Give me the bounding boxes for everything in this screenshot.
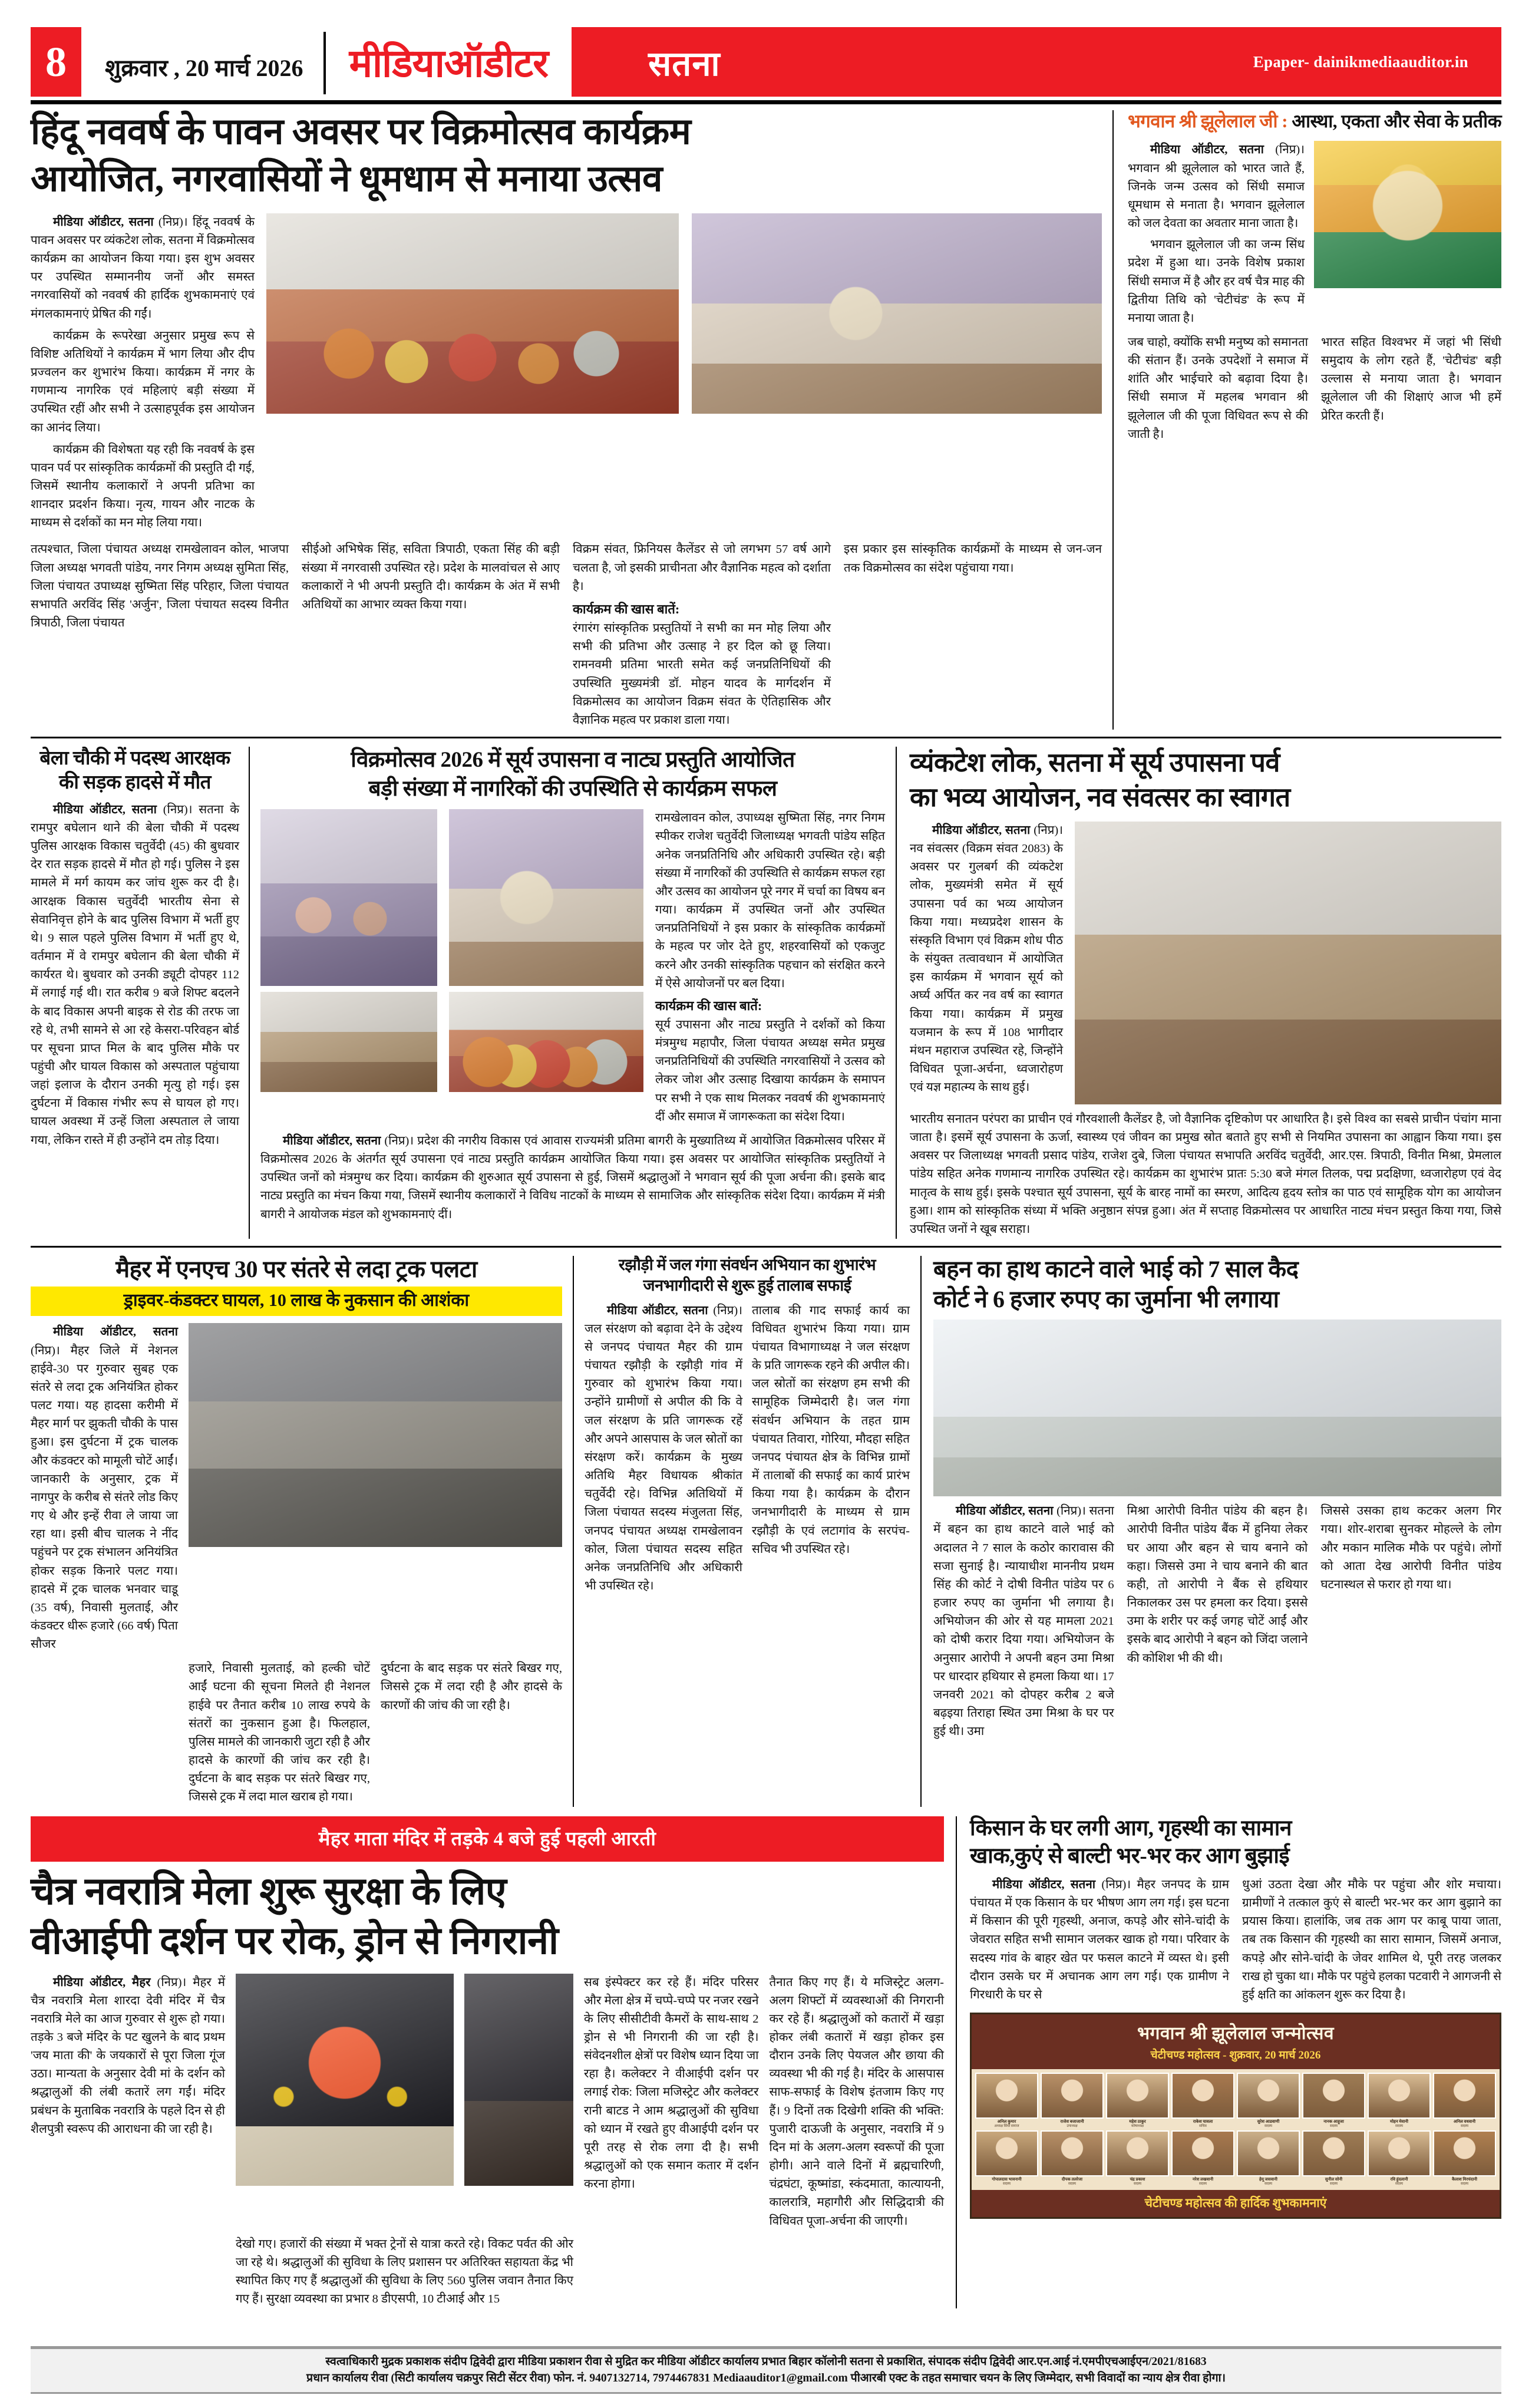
ad-person-desc: सदस्य: [1395, 2182, 1404, 2186]
ad-person-desc: अध्यक्ष सिंधी समाज: [994, 2124, 1019, 2128]
footer-line-2: प्रधान कार्यालय रीवा (सिटी कार्यालय चक्रपुर सिटी सेंटर रीवा) फोन. नं. 9407132714, 7974467831 Mediaauditor1@gmail.com पीआरबी एक्ट के तहत समाचार चयन के लिए जिम्मेदार, सभी विवादों का न्याय क्षेत्र रीवा होगा।: [306, 2371, 1226, 2384]
ad-person-desc: सदस्य: [1133, 2182, 1142, 2186]
row-two: [31, 747, 1501, 1239]
article-court-verdict: [920, 1256, 1501, 1806]
vikram26-column-2-after: सूर्य उपासना और नाट्य प्रस्तुति ने दर्शकों को किया मंत्रमुग्ध महापौर, जिला पंचायत अध्यक्ष समेत प्रमुख जनप्रतिनिधियों की उपस्थिति नगरवासियों ने उत्सव को लेकर जोश और उत्साह दिखाया कार्यक्रम के समापन पर सभी ने एक साथ मिलकर नववर्ष की शुभकामनाएं दीं और समाज में जागरूकता का संदेश दिया।: [655, 1018, 885, 1123]
navratri-column-2: देखो गए। हजारों की संख्या में भक्त ट्रेनों से यात्रा करते रहे। विकट पर्वत की ओर जा रहे थे। श्रद्धालुओं की सुविधा के लिए प्रशासन पर अतिरिक्त सहायता केंद्र भी स्थापित किए गए हैं श्रद्धालुओं की सुविधा के लिए 560 पुलिस जवान तैनात किए गए हैं। सुरक्षा व्यवस्था का प्रभार 8 डीएसपी, 10 टीआई और 15: [236, 2237, 573, 2306]
ad-person-name: चंद्र प्रकाश: [1130, 2177, 1145, 2182]
lead-caption-mid-text: सीईओ अभिषेक सिंह, सविता त्रिपाठी, एकता सिंह की बड़ी संख्या में नगरवासी उपस्थित रहे। प्रदेश के मालवांचल से आए कलाकारों ने भी अपनी प्रस्तुति दी। कार्यक्रम के अंत में सभी अतिथियों का आभार व्यक्त किया गया।: [302, 543, 560, 611]
bela-headline: बेला चौकी में पदस्थ आरक्षक की सड़क हादसे में मौत: [39, 748, 230, 793]
court-headline-line2: कोर्ट ने 6 हजार रुपए का जुर्माना भी लगाया: [933, 1285, 1279, 1312]
ad-person-cell: [975, 2073, 1038, 2128]
navratri-photo-temple: [236, 1974, 454, 2231]
fire-text-col2: [1242, 1876, 1501, 2004]
lead-photo-stage: [692, 213, 1102, 414]
jhulelal-paragraph-3: जब चाहो, क्योंकि सभी मनुष्य को समानता की संतान हैं। उनके उपदेशों ने समाज में शांति और भाईचारे को बढ़ावा दिया है। सिंधी समाज में महलब भगवान श्री झूलेलाल जी की पूजा विधिवत रूप से की जाती है।: [1128, 336, 1308, 441]
navratri-byline: मीडिया ऑडीटर, मैहर: [53, 1975, 151, 1989]
ad-person-cell: [1106, 2073, 1169, 2128]
ad-person-name: महेश ठाकुर: [1129, 2119, 1146, 2124]
lead-caption-col1: [31, 540, 289, 730]
lead-caption-col3: [573, 540, 831, 730]
ad-person-name: नानक आहूजा: [1323, 2119, 1344, 2124]
ad-person-desc: सदस्य: [1264, 2182, 1273, 2186]
ad-subtitle: चेटीचण्ड महोत्सव - शुक्रवार, 20 मार्च 2026: [1150, 2049, 1321, 2061]
vyankatesh-photo: [1075, 822, 1501, 1104]
navratri-text-col4: [770, 1974, 945, 2231]
ad-person-name: गोपालदास भावनानी: [992, 2177, 1022, 2182]
vyankatesh-headline-line2: का भव्य आयोजन, नव संवत्सर का स्वागत: [910, 783, 1290, 812]
masthead-red-bar: [572, 27, 1501, 97]
ad-person-desc: सदस्य: [1329, 2182, 1338, 2186]
vyankatesh-headline-line1: व्यंकटेश लोक, सतना में सूर्य उपासना पर्व: [910, 748, 1280, 777]
bela-byline: मीडिया ऑडीटर, सतना: [53, 803, 157, 816]
ad-person-photo: [1237, 2130, 1300, 2176]
navratri-column-3: सब इंस्पेक्टर कर रहे हैं। मंदिर परिसर और मेला क्षेत्र में चप्पे-चप्पे पर नजर रखने के लिए सीसीटीवी कैमरों के साथ-साथ 2 ड्रोन से भी निगरानी की जा रही है। संवेदनशील क्षेत्रों पर विशेष ध्यान दिया जा रहा है। कलेक्टर ने वीआईपी दर्शन पर लगाई रोक: जिला मजिस्ट्रेट और कलेक्टर रानी बाटड ने आम श्रद्धालुओं की सुविधा को ध्यान में रखते हुए वीआईपी दर्शन पर पूरी तरह से रोक लगा दी है। सभी श्रद्धालुओं को एक समान कतार में दर्शन करना होगा।: [584, 1975, 759, 2191]
ad-person-desc: सदस्य: [1068, 2182, 1077, 2186]
ad-person-desc: सदस्य: [1460, 2182, 1469, 2186]
vikram26-column-2: रामखेलावन कोल, उपाध्यक्ष सुष्मिता सिंह, नगर निगम स्पीकर राजेश चतुर्वेदी जिलाध्यक्ष भगवती पांडेय सहित अनेक जनप्रतिनिधि और अधिकारी उपस्थित रहे। बड़ी संख्या में नागरिकों की उपस्थिति से कार्यक्रम सफल रहा और उत्सव का आयोजन पूरे नगर में चर्चा का विषय बन गया। कार्यक्रम में उपस्थित जनों और उपस्थित जनप्रतिनिधियों ने इस प्रकार के सांस्कृतिक कार्यक्रमों के महत्व पर जोर देते हुए, शहरवासियों को एकजुट करने और उनकी सांस्कृतिक पहचान को संरक्षित करने में ऐसे आयोजनों पर बल दिया।: [655, 812, 885, 990]
jhulelal-text-col3: [1321, 334, 1501, 444]
page-footer: [31, 2346, 1501, 2394]
jhulelal-headline-accent: भगवान श्री झूलेलाल जी :: [1128, 111, 1288, 131]
ad-person-cell: [1302, 2130, 1365, 2186]
ad-person-desc: सदस्य: [1460, 2124, 1469, 2128]
court-column-3: जिससे उसका हाथ कटकर अलग गिर गया। शोर-शराबा सुनकर मोहल्ले के लोग और मकान मालिक मौके पर पहुंचे। लोगों को आता देख आरोपी विनीत पांडेय घटनास्थल से फरार हो गया था।: [1320, 1505, 1502, 1591]
vikram26-text-col1: [260, 1132, 885, 1224]
lead-col4-paragraph-2: रंगारंग सांस्कृतिक प्रस्तुतियों ने सभी का मन मोह लिया और सभी की प्रतिभा और उत्साह ने हर दिल को छू लिया। रामनवमी प्रतिमा भारती समेत कई जनप्रतिनिधियों की उपस्थिति मुख्यमंत्री डॉ. मोहन यादव के मार्गदर्शन में विक्रमोत्सव का आयोजन विक्रम संवत के ऐतिहासिक और वैज्ञानिक महत्व पर प्रकाश डाला गया।: [573, 622, 831, 727]
vikram26-column-1: (निप्र)। प्रदेश की नगरीय विकास एवं आवास राज्यमंत्री प्रतिमा बागरी के मुख्यातिथ्य में आयोजित विक्रमोत्सव परिसर में विक्रमोत्सव 2026 के अंतर्गत सूर्य उपासना एवं नाट्य प्रस्तुति कार्यक्रम आयोजित किया गया। इस अवसर पर आयोजित सांस्कृतिक प्रस्तुतियों ने उपस्थित जनों को मंत्रमुग्ध कर दिया। कार्यक्रम की शुरुआत सूर्य उपासना से हुई, जिसमें श्रद्धालुओं ने भगवान सूर्य की पूजा अर्चना की। इसके बाद नाट्य प्रस्तुति का मंचन किया गया, जिसमें स्थानीय कलाकारों ने विविध नाटकों के माध्यम से सामाजिक और सांस्कृतिक संदेश दिया। कार्यक्रम में मंत्री बागरी ने आयोजक मंडल को शुभकामनाएं दीं।: [260, 1134, 885, 1221]
lead-col4-subhead: कार्यक्रम की खास बातें:: [573, 601, 680, 616]
court-text-col1: [933, 1502, 1114, 1741]
lead-headline-line2: आयोजित, नगरवासियों ने धूमधाम से मनाया उत्सव: [31, 159, 662, 200]
vikram26-text-col2: [655, 809, 885, 1126]
jhulelal-paragraph-4: भारत सहित विश्वभर में जहां भी सिंधी समुदाय के लोग रहते हैं, 'चेटीचंड' बड़ी उल्लास से मनाया जाता है। भगवान झूलेलाल जी की शिक्षाएं आज भी हमें प्रेरित करती हैं।: [1321, 336, 1501, 423]
vyankatesh-column-2: भारतीय सनातन परंपरा का प्राचीन एवं गौरवशाली कैलेंडर है, जो वैज्ञानिक दृष्टिकोण पर आधारित है। इसे विश्व का सबसे प्राचीन पंचांग माना जाता है। इसमें सूर्य उपासना के ऊर्जा, स्वास्थ्य एवं जीवन का प्रमुख स्रोत बताते हुए सभी से नियमित उपासना का आह्वान किया गया। इस अवसर पर जिलाध्यक्ष भगवती प्रसाद पांडेय, राजेश दुबे, जिला पंचायत सभापति अरविंद चतुर्वेदी, आर.एस. त्रिपाठी, विनीत मिश्रा, प्रेमलाल पांडेय सहित अनेक गणमान्य नागरिक उपस्थित रहे। कार्यक्रम का शुभारंभ प्रातः 5:30 बजे मंगल तिलक, पद्म प्रदक्षिणा, ध्वजारोहण एवं वेद मातृत्व के साथ हुई। इसके पश्चात सूर्य उपासना, सूर्य के बारह नामों का स्मरण, आदित्य हृदय स्तोत्र का पाठ एवं सामूहिक योग का आयोजन हुआ। शाम को सांस्कृतिक संध्या में भक्ति अनुष्ठान संपन्न हुआ। अंत में सप्ताह विक्रमोत्सव पर आधारित नाट्य मंचन प्रस्तुत किया गया, जिसे उपस्थित जनों ने खूब सराहा।: [910, 1113, 1501, 1236]
ad-person-photo: [1237, 2073, 1300, 2119]
ad-footer-text: चेटीचण्ड महोत्सव की हार्दिक शुभकामनाएं: [972, 2190, 1500, 2217]
vikram26-photo-mid: [449, 809, 643, 1126]
navratri-headline-line2: वीआईपी दर्शन पर रोक, ड्रोन से निगरानी: [31, 1919, 559, 1962]
ad-person-photo: [1171, 2130, 1234, 2176]
article-truck-accident: [31, 1256, 573, 1806]
navratri-text-col3: [584, 1974, 759, 2231]
ad-person-name: सुनील सोनी: [1325, 2177, 1343, 2182]
ad-header: [972, 2014, 1500, 2069]
ad-person-cell: [1171, 2073, 1234, 2128]
ad-person-desc: सदस्य: [1264, 2124, 1273, 2128]
row-one: [31, 110, 1501, 730]
ad-person-name: कैलाश मिरचंदानी: [1452, 2177, 1477, 2182]
fire-column-2: धुआं उठता देखा और मौके पर पहुंचा और शोर मचाया। ग्रामीणों ने तत्काल कुएं से बाल्टी भर-भर कर आग बुझाने का प्रयास किया। हालांकि, जब तक आग पर काबू पाया जाता, तब तक किसान की गृहस्थी का सारा सामान, जिसमें अनाज, कपड़े और सोने-चांदी के जेवर शामिल थे, पूरी तरह जलकर राख हो चुका था। मौके पर पहुंचे हलका पटवारी ने आगजनी से हुई क्षति का आंकलन शुरू कर दिया है।: [1242, 1878, 1502, 2001]
vyankatesh-text-col1: [910, 822, 1063, 1104]
rajhaudi-headline-line2: जनभागीदारी से शुरू हुई तालाब सफाई: [643, 1276, 851, 1294]
ad-person-desc: कोषाध्यक्ष: [1131, 2124, 1144, 2128]
fire-byline: मीडिया ऑडीटर, सतना: [992, 1878, 1096, 1891]
ad-person-name: राकेश चावला: [1193, 2119, 1213, 2124]
masthead-paper-name: मीडियाऑडीटर: [349, 42, 549, 85]
masthead: [31, 27, 1501, 97]
footer-line-1: स्वत्वाधिकारी मुद्रक प्रकाशक संदीप द्विवेदी द्वारा मीडिया प्रकाशन रीवा से मुद्रित कर मीडिया ऑडीटर कार्यालय प्रभात बिहार कॉलोनी सतना से प्रकाशित, संपादक संदीप द्विवेदी आर.एन.आई नं.एमपीएचआईएन/2021/81683: [325, 2356, 1207, 2369]
ad-person-cell: [1237, 2130, 1300, 2186]
truck-column-3: दुर्घटना के बाद सड़क पर संतरे बिखर गए, जिससे ट्रक में लदा रही है और हादसे के कारणों की जांच की जा रही है।: [381, 1662, 562, 1712]
ad-person-photo: [1041, 2073, 1104, 2119]
ad-person-desc: सदस्य: [1395, 2124, 1404, 2128]
ad-person-cell: [975, 2130, 1038, 2186]
lead-photo-group: [266, 213, 679, 414]
fire-text-col1: [970, 1876, 1229, 2004]
vyankatesh-byline: मीडिया ऑडीटर, सतना: [932, 824, 1031, 837]
ad-person-desc: सदस्य: [1198, 2182, 1207, 2186]
jhulelal-text-col2: [1128, 334, 1308, 444]
jhulelal-paragraph-1: (निप्र)। भगवान श्री झूलेलाल को भारत जाते हैं, जिनके जन्म उत्सव को सिंधी समाज धूमधाम से मनाता है। भगवान झूलेलाल को जल देवता का अवतार माना जाता है।: [1128, 143, 1305, 230]
rajhaudi-byline: मीडिया ऑडीटर, सतना: [607, 1304, 708, 1317]
jhulelal-headline-rest: आस्था, एकता और सेवा के प्रतीक: [1287, 111, 1502, 131]
court-byline: मीडिया ऑडीटर, सतना: [956, 1505, 1054, 1518]
ad-person-photo: [1041, 2130, 1104, 2176]
ad-person-photo: [975, 2073, 1038, 2119]
court-headline-line1: बहन का हाथ काटने वाले भाई को 7 साल कैद: [933, 1256, 1299, 1283]
rajhaudi-headline-line1: रझौड़ी में जल गंगा संवर्धन अभियान का शुभारंभ: [618, 1256, 876, 1274]
lead-col4-paragraph-3: इस प्रकार इस सांस्कृतिक कार्यक्रमों के माध्यम से जन-जन तक विक्रमोत्सव का संदेश पहुंचाया गया।: [844, 543, 1102, 575]
jhulelal-headline: [1128, 110, 1501, 133]
ad-person-name: अनिल कुमार: [997, 2119, 1016, 2124]
vikram26-byline: मीडिया ऑडीटर, सतना: [283, 1134, 381, 1147]
vikram26-headline-line1: विक्रमोत्सव 2026 में सूर्य उपासना व नाट्य प्रस्तुति आयोजित: [351, 748, 795, 772]
ad-person-cell: [1041, 2073, 1104, 2128]
article-vikramotsav-2026: [249, 747, 896, 1239]
ad-person-cell: [1106, 2130, 1169, 2186]
truck-column-2: हजारे, निवासी मुलताई, को हल्की चोटें आईं घटना की सूचना मिलते ही नेशनल हाईवे पर तैनात करीब 10 लाख रुपये के संतरों का नुकसान हुआ है। फिलहाल, पुलिस मामले की जानकारी जुटा रही है और हादसे के कारणों की जांच कर रही है। दुर्घटना के बाद सड़क पर संतरे बिखर गए, जिससे ट्रक में लदा माल खराब हो गया।: [189, 1662, 370, 1804]
truck-byline: मीडिया ऑडीटर, सतना: [53, 1325, 178, 1339]
ad-person-name: मोहन मेवानी: [1390, 2119, 1408, 2124]
ad-person-name: राजेश बजाजानी: [1060, 2119, 1084, 2124]
vyankatesh-text-col2: [910, 1110, 1501, 1239]
navratri-column-4: तैनात किए गए हैं। ये मजिस्ट्रेट अलग-अलग शिफ्टों में व्यवस्थाओं की निगरानी कर रहे हैं। श्रद्धालुओं को कतारों में खड़ा होकर लंबी कतारों में खड़ा होकर इस दौरान उनके लिए पेयजल और छाया की व्यवस्था भी की गई है। मंदिर के आसपास साफ-सफाई के विशेष इंतजाम किए गए हैं। 9 दिनों तक दिखेगी शक्ति की भक्ति: पुजारी दाऊजी के अनुसार, नवरात्रि में 9 दिन मां के अलग-अलग स्वरूपों की पूजा होगी। आने वाले दिनों में ब्रह्मचारिणी, चंद्रघंटा, कूष्मांडा, स्कंदमाता, कात्यायनी, कालरात्रि, महागौरी और सिद्धिदात्री की विधिवत पूजा-अर्चना की जाएगी।: [769, 1975, 944, 2228]
court-text-col3: [1320, 1502, 1501, 1741]
ad-person-desc: सदस्य: [1002, 2182, 1011, 2186]
jhulelal-text-col1: [1128, 141, 1305, 328]
page-number: 8: [31, 27, 81, 97]
lead-col4-paragraph-1: विक्रम संवत, फ्रिनियस कैलेंडर से जो लगभग 57 वर्ष आगे चलता है, जो इसकी प्राचीनता और वैज्ञानिक महत्व को दर्शाता है।: [573, 543, 831, 593]
truck-text-col2: [189, 1660, 370, 1806]
lead-paragraph-2: कार्यक्रम के रूपरेखा अनुसार प्रमुख रूप से विशिष्ट अतिथियों ने कार्यक्रम में भाग लिया और दीप प्रज्वलन कर शुभारंभ किया। कार्यक्रम में नगर के गणमान्य नागरिक एवं महिलाएं बड़ी संख्या में उपस्थित रहीं और सभी ने उत्साहपूर्वक इस आयोजन का आनंद लिया।: [31, 329, 255, 434]
ad-title: भगवान श्री झूलेलाल जन्मोत्सव: [1137, 2023, 1335, 2043]
ad-person-cell: [1171, 2130, 1234, 2186]
navratri-text-col1: [31, 1974, 225, 2231]
ad-portrait-grid: [972, 2069, 1500, 2190]
navratri-headline-line1: चैत्र नवरात्रि मेला शुरू सुरक्षा के लिए: [31, 1870, 507, 1913]
lead-headline-line1: हिंदू नववर्ष के पावन अवसर पर विक्रमोत्सव कार्यक्रम: [31, 112, 691, 152]
lead-paragraph-3: कार्यक्रम की विशेषता यह रही कि नववर्ष के इस पावन पर्व पर सांस्कृतिक कार्यक्रमों की प्रस्तुति दी गई, जिसमें स्थानीय कलाकारों ने अपनी प्रतिभा का शानदार प्रदर्शन किया। नृत्य, गायन और नाटक के माध्यम से दर्शकों का मन मोह लिया गया।: [31, 443, 255, 530]
bela-body: (निप्र)। सतना के रामपुर बघेलान थाने की बेला चौकी में पदस्थ पुलिस आरक्षक विकास चतुर्वेदी (45) की बुधवार देर रात सड़क हादसे में मौत हो गई। पुलिस ने इस मामले में मर्ग कायम कर जांच शुरू कर दी है। आरक्षक विकास चतुर्वेदी भारतीय सेना से सेवानिवृत्त होने के बाद पुलिस विभाग में भर्ती हुए थे। 9 साल पहले पुलिस विभाग में भर्ती हुए थे, वर्तमान में वे रामपुर बघेलान की बेला चौकी में कार्यरत थे। बुधवार को उनकी ड्यूटी दोपहर 112 में लगाई गई थी। रात करीब 9 बजे शिफ्ट बदलने के बाद विकास अपनी बाइक से रोड की तरफ जा रहे थे, तभी सामने से आ रहे केसरा-परिवहन बोर्ड पर सूचना प्राप्त मिल के बाद पुलिस मौके पर पहुंची और घायल विकास को अस्पताल पहुंचाया जहां इलाज के दौरान उनकी मृत्यु हो गई। इस दुर्घटना में विकास गंभीर रूप से घायल हो गए। घायल अवस्था में उन्हें जिला अस्पताल ले जाया गया, लेकिन रास्ते में ही उन्होंने दम तोड़ दिया।: [31, 803, 240, 1147]
article-vikramotsav-lead: [31, 110, 1112, 730]
truck-yellow-subhead: ड्राइवर-कंडक्टर घायल, 10 लाख के नुकसान की आशंका: [31, 1287, 562, 1317]
article-rajhaudi: [573, 1256, 920, 1806]
ad-person-name: सुरेश आडवाणी: [1257, 2119, 1280, 2124]
court-text-col2: [1127, 1502, 1308, 1741]
lead-column-1: [31, 213, 255, 533]
vikram26-photo-left: [260, 809, 437, 1126]
rajhaudi-column-1: (निप्र)। जल संरक्षण को बढ़ावा देने के उद्देश्य से जनपद पंचायत मैहर की ग्राम पंचायत रझौड़ी के रझौड़ी गांव में गुरुवार को शुभारंभ किया गया। उन्होंने ग्रामीणों से अपील की कि वे जल संरक्षण के प्रति जागरूक रहें और अपने आसपास के जल स्रोतों का संरक्षण करें। कार्यक्रम के मुख्य अतिथि मैहर विधायक श्रीकांत चतुर्वेदी रहे। विभिन्न अतिथियों में जिला पंचायत सदस्य मंजुलता सिंह, जनपद पंचायत अध्यक्ष रामखेलावन कोल, जिला पंचायत सदस्य सहित अनेक जनप्रतिनिधि और अधिकारी भी उपस्थित रहे।: [585, 1304, 742, 1592]
court-column-2: मिश्रा आरोपी विनीत पांडेय की बहन है। आरोपी विनीत पांडेय बैंक में हुनिया लेकर घर आया और बहन से चाय बनाने को कहा। जिससे उमा ने चाय बनाने की बात कही, तो आरोपी ने बैंक से हथियार निकालकर उस पर हमला कर दिया। इससे उमा के शरीर पर कई जगह चोटें आईं और इसके बाद आरोपी ने बहन को जिंदा जलाने की कोशिश भी की थी।: [1127, 1505, 1308, 1665]
masthead-city: सतना: [648, 44, 721, 83]
ad-person-photo: [1433, 2130, 1496, 2176]
ad-person-desc: उपाध्यक्ष: [1067, 2124, 1078, 2128]
masthead-date: शुक्रवार , 20 मार्च 2026: [105, 55, 303, 81]
truck-text-col3: [381, 1660, 562, 1806]
vikram26-headline-line2: बड़ी संख्या में नागरिकों की उपस्थिति से कार्यक्रम सफल: [368, 777, 777, 801]
truck-text-col1: [31, 1323, 178, 1654]
lead-byline: मीडिया ऑडीटर, सतना: [53, 215, 154, 229]
article-vyankatesh: [896, 747, 1501, 1239]
ad-person-cell: [1302, 2073, 1365, 2128]
masthead-rule: [31, 100, 1501, 104]
ad-person-photo: [1171, 2073, 1234, 2119]
lead-paragraph-1: (निप्र)। हिंदू नववर्ष के पावन अवसर पर व्यंकटेश लोक, सतना में विक्रमोत्सव कार्यक्रम का आयोजन किया गया। इस शुभ अवसर पर उपस्थित सम्माननीय जनों और समस्त नगरवासियों को नववर्ष की हार्दिक शुभकामनाएं एवं मंगलकामनाएं प्रेषित की गईं।: [31, 215, 255, 321]
ad-person-photo: [1302, 2073, 1365, 2119]
ad-person-cell: [1237, 2073, 1300, 2128]
ad-person-name: रवि हुंदलानी: [1390, 2177, 1408, 2182]
truck-photo: [189, 1323, 562, 1654]
ad-person-cell: [1368, 2130, 1431, 2186]
lead-caption-left-text: तत्पश्चात, जिला पंचायत अध्यक्ष रामखेलावन कोल, भाजपा जिला अध्यक्ष भगवती पांडेय, नगर निगम अध्यक्ष सुमिता सिंह, जिला पंचायत उपाध्यक्ष सुष्मिता सिंह परिहार, जिला पंचायत सभापति अरविंद सिंह 'अर्जुन', जिला पंचायत सदस्य विनीत त्रिपाठी, जिला पंचायत: [31, 543, 289, 630]
navratri-text-col2: [236, 2235, 573, 2309]
ad-person-cell: [1433, 2073, 1496, 2128]
vyankatesh-column-1: (निप्र)। नव संवत्सर (विक्रम संवत 2083) के अवसर पर गुलबर्ग की व्यंकटेश लोक, मुख्यमंत्री समेत में सूर्य उपासना पर्व का भव्य आयोजन किया गया। मध्यप्रदेश शासन के संस्कृति विभाग एवं विक्रम शोध पीठ के संयुक्त तत्वावधान में आयोजित इस कार्यक्रम में भगवान सूर्य को अर्घ्य अर्पित कर नव वर्ष का स्वागत किया गया। कार्यक्रम में प्रमुख यजमान के रूप में 108 भागीदार मंथन महाराज उपस्थित रहे, जिन्होंने विधिवत पूजा-अर्चना, ध्वजारोहण एवं यज्ञ महात्म्य के साथ हुई।: [910, 824, 1063, 1094]
ad-person-desc: सदस्य: [1329, 2124, 1338, 2128]
ad-person-cell: [1368, 2073, 1431, 2128]
article-jhulelal: [1112, 110, 1501, 730]
lead-caption-col4: [844, 540, 1102, 730]
ad-person-photo: [1106, 2073, 1169, 2119]
rajhaudi-text-col1: [585, 1302, 742, 1596]
navratri-red-banner: मैहर माता मंदिर में तड़के 4 बजे हुई पहली आरती: [31, 1816, 944, 1862]
article-fire: [956, 1816, 1501, 2309]
ad-person-name: अनिल वधवानी: [1453, 2119, 1476, 2124]
truck-headline: मैहर में एनएच 30 पर संतरे से लदा ट्रक पलटा: [115, 1256, 477, 1283]
ad-person-photo: [1368, 2073, 1431, 2119]
ad-person-name: हेमू जसवानी: [1259, 2177, 1277, 2182]
ad-person-photo: [1302, 2130, 1365, 2176]
jhulelal-byline: मीडिया ऑडीटर, सतना: [1150, 143, 1264, 157]
vikram26-subhead: कार्यक्रम की खास बातें:: [655, 998, 762, 1013]
lead-photos: [266, 213, 1102, 533]
jhulelal-paragraph-2: भगवान झूलेलाल जी का जन्म सिंध प्रदेश में हुआ था। उनके विशेष प्रकाश सिंधी समाज में है और हर वर्ष चैत्र माह की द्वितीया तिथि को 'चेटीचंड' के रूप में मनाया जाता है।: [1128, 238, 1305, 325]
navratri-photo-crowd: [464, 1974, 573, 2231]
row-three: [31, 1256, 1501, 1806]
article-bela-chowki: [31, 747, 249, 1239]
ad-person-photo: [1368, 2130, 1431, 2176]
truck-column-1: (निप्र)। मैहर जिले में नेशनल हाईवे-30 पर गुरुवार सुबह एक संतरे से लदा ट्रक अनियंत्रित होकर पलट गया। यह हादसा करीमी में मैहर मार्ग पर झुकती चौकी के पास हुआ। इस दुर्घटना में ट्रक चालक और कंडक्टर को मामूली चोटें आईं। जानकारी के अनुसार, ट्रक में नागपुर के करीब से संतरे लोड किए गए थे और इन्हें रीवा ले जाया जा रहा था। इसी बीच चालक ने नींद पहुंचने पर ट्रक संभालन अनियंत्रित होकर सड़क किनारे पलट गया। हादसे में ट्रक चालक भनवार चाडू (35 वर्ष), निवासी मुलताई, और कंडक्टर धीरू हजारे (66 वर्ष) पिता सौजर: [31, 1344, 178, 1651]
jhulelal-deity-image: [1314, 141, 1501, 328]
court-photo: [933, 1320, 1501, 1496]
article-navratri: [31, 1816, 956, 2309]
ad-person-name: दीपक तलरेजा: [1061, 2177, 1083, 2182]
ad-person-cell: [1041, 2130, 1104, 2186]
ad-person-photo: [1433, 2073, 1496, 2119]
lead-caption-col2: [302, 540, 560, 730]
fire-headline-line2: खाक,कुएं से बाल्टी भर-भर कर आग बुझाई: [970, 1843, 1290, 1868]
ad-person-name: नरेश लखवानी: [1192, 2177, 1214, 2182]
masthead-epaper-url[interactable]: Epaper- dainikmediaauditor.in: [1253, 52, 1468, 71]
court-column-1: (निप्र)। सतना में बहन का हाथ काटने वाले भाई को अदालत ने 7 साल के कठोर कारावास की सजा सुनाई है। न्यायाधीश माननीय प्रथम सिंह की कोर्ट ने दोषी विनीत पांडेय पर 6 हजार रुपए का जुर्माना भी लगाया है। अभियोजन की ओर से यह मामला 2021 को दोषी करार दिया गया। अभियोजन के अनुसार आरोपी ने अपनी बहन उमा मिश्रा पर धारदार हथियार से हमला किया था। 17 जनवरी 2021 को दोपहर करीब 2 बजे बढ़इया तिराहा स्थित उमा मिश्रा के घर पर हुई थी। उमा: [933, 1505, 1114, 1739]
rajhaudi-text-col2: [752, 1302, 910, 1596]
navratri-column-1: (निप्र)। मैहर में चैत्र नवरात्रि मेला शारदा देवी मंदिर में चैत्र नवरात्रि मेले का आज गुरुवार से शुरू हो गया। तड़के 3 बजे मंदिर के पट खुलने के बाद प्रथम 'जय माता की' के जयकारों से पूरा जिला गूंज उठा। मान्यता के अनुसार देवी मां के दर्शन को श्रद्धालुओं की लंबी कतारें लग गईं। मंदिर प्रबंधन के मुताबिक नवरात्रि के पहले दिन से ही शैलपुत्री स्वरूप की आराधना की जा रही है।: [31, 1975, 225, 2136]
advertisement-jhulelal[interactable]: [970, 2013, 1501, 2219]
ad-person-photo: [1106, 2130, 1169, 2176]
row-four: [31, 1816, 1501, 2309]
fire-column-1: (निप्र)। मैहर जनपद के ग्राम पंचायत में एक किसान के घर भीषण आग लग गई। इस घटना में किसान की पूरी गृहस्थी, अनाज, कपड़े और सोने-चांदी के जेवरात सहित सभी सामान जलकर खाक हो गया। परिवार के सदस्य गांव के बाहर खेत पर फसल काटने में व्यस्त थे। इसी दौरान उसके घर में अचानक आग लग गई। एक ग्रामीण ने गिरधारी के घर से: [970, 1878, 1230, 2001]
fire-headline-line1: किसान के घर लगी आग, गृहस्थी का सामान: [970, 1816, 1292, 1840]
ad-person-photo: [975, 2130, 1038, 2176]
ad-person-desc: सचिव: [1199, 2124, 1207, 2128]
ad-person-cell: [1433, 2130, 1496, 2186]
rajhaudi-column-2: तालाब की गाद सफाई कार्य का विधिवत शुभारंभ किया गया। ग्राम पंचायत विभागाध्यक्ष ने जल संरक्षण के प्रति जागरूक रहने की अपील की। जल स्रोतों का संरक्षण हम सभी की सामूहिक जिम्मेदारी है। जल गंगा संवर्धन अभियान के तहत ग्राम पंचायत तिवारा, गोरिया, मौदहा सहित जनपद पंचायत क्षेत्र के विभिन्न ग्रामों में तालाबों की सफाई का कार्य प्रारंभ किया गया है। कार्यक्रम के दौरान जनभागीदारी के माध्यम से ग्राम रझौड़ी के एवं लटागांव के सरपंच-सचिव भी उपस्थित रहे।: [752, 1304, 910, 1556]
